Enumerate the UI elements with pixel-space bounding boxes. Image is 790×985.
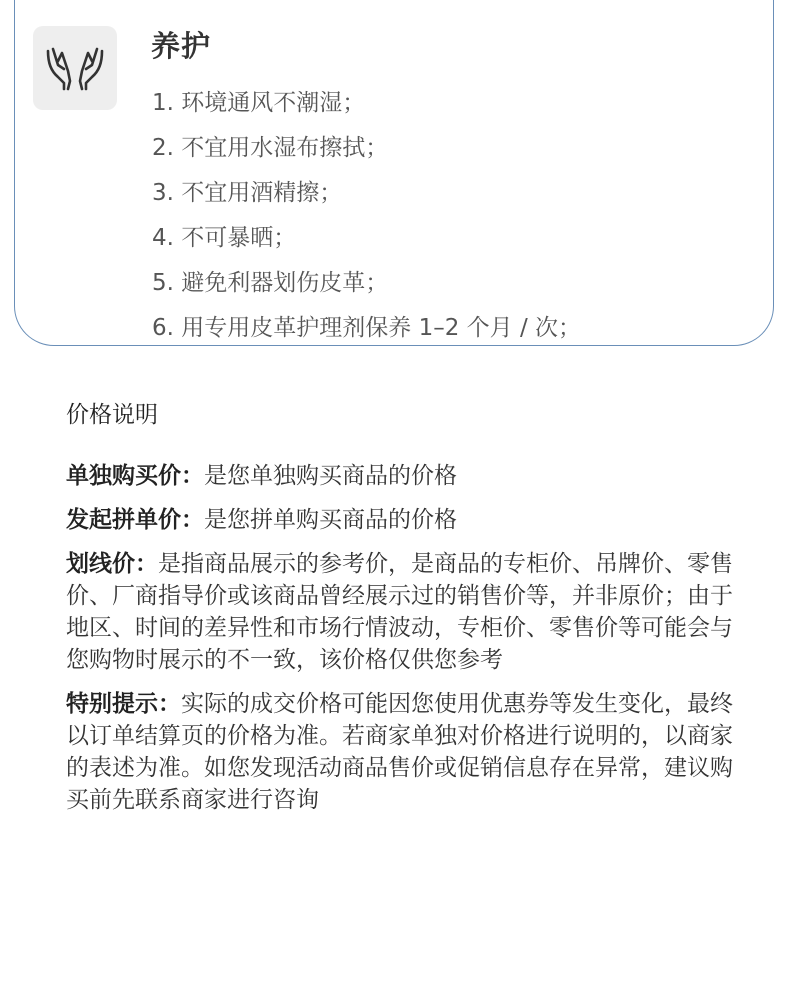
care-item: 2. 不宜用水湿布擦拭； — [152, 135, 389, 161]
price-term: 单独购买价： — [66, 463, 204, 489]
price-term: 划线价： — [66, 551, 158, 577]
price-paragraph — [66, 688, 746, 816]
price-paragraph — [66, 504, 746, 536]
care-icon-box — [33, 26, 117, 110]
price-term: 发起拼单价： — [66, 507, 204, 533]
price-text: 是指商品展示的参考价，是商品的专柜价、吊牌价、零售价、厂商指导价或该商品曾经展示过的销售价等，并非原价；由于地区、时间的差异性和市场行情波动，专柜价、零售价等可能会与您购物时展示的不一致，该价格仅供您参考 — [66, 551, 733, 673]
price-text: 是您拼单购买商品的价格 — [204, 507, 457, 533]
care-card — [14, 0, 774, 346]
care-item: 1. 环境通风不潮湿； — [152, 90, 366, 116]
care-list — [152, 81, 581, 351]
hands-icon — [44, 43, 106, 93]
price-text: 实际的成交价格可能因您使用优惠券等发生变化，最终以订单结算页的价格为准。若商家单独对价格进行说明的，以商家的表述为准。如您发现活动商品售价或促销信息存在异常，建议购买前先联系商家进行咨询 — [66, 691, 733, 813]
price-text: 是您单独购买商品的价格 — [204, 463, 457, 489]
care-item: 3. 不宜用酒精擦； — [152, 180, 343, 206]
price-paragraph — [66, 460, 746, 492]
care-item: 4. 不可暴晒； — [152, 225, 297, 251]
care-title: 养护 — [151, 29, 212, 63]
care-item: 5. 避免利器划伤皮革； — [152, 270, 389, 296]
price-term: 特别提示： — [66, 691, 181, 717]
care-item: 6. 用专用皮革护理剂保养 1–2 个月 / 次； — [152, 315, 582, 341]
price-title: 价格说明 — [66, 402, 158, 428]
price-section — [66, 390, 746, 828]
price-paragraph — [66, 548, 746, 676]
